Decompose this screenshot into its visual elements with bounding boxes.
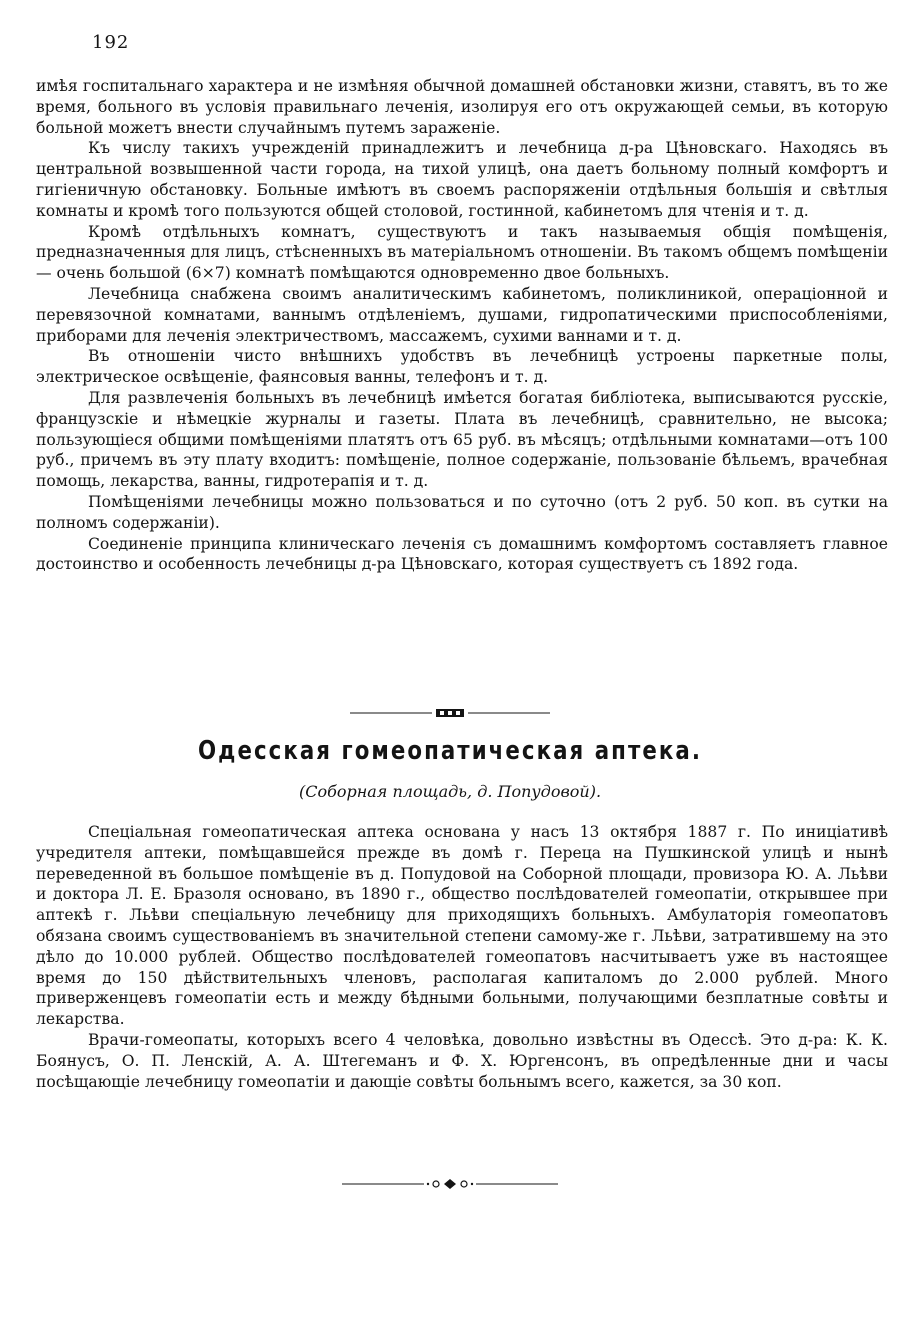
page-number: 192	[92, 32, 130, 53]
end-divider	[0, 1176, 900, 1195]
paragraph: Помѣщеніями лечебницы можно пользоваться и по суточно (отъ 2 руб. 50 коп. въ сутки на полномъ содержаніи).	[36, 492, 888, 532]
paragraph: Въ отношеніи чисто внѣшнихъ удобствъ въ лечебницѣ устроены паркетные полы, электрическое освѣщеніе, фаянсовыя ванны, телефонъ и т. д.	[36, 347, 888, 387]
section-subtitle: (Соборная площадь, д. Попудовой).	[298, 782, 602, 801]
ornament-rule-icon	[340, 707, 560, 719]
section-divider	[0, 704, 900, 723]
paragraph: Лечебница снабжена своимъ аналитическимъ кабинетомъ, поликлиникой, операціонной и перевязочной комнатами, ваннымъ отдѣленіемъ, душами, гидропатическими приспособленіями, приборами для леченія электричествомъ, массажемъ, сухими ваннами и т. д.	[36, 284, 888, 345]
section-title: Одесская гомеопатическая аптека.	[198, 736, 702, 766]
paragraph: Кромѣ отдѣльныхъ комнатъ, существуютъ и такъ называемыя общія помѣщенія, предназначенныя для лицъ, стѣсненныхъ въ матеріальномъ отношеніи. Въ такомъ общемъ помѣщеніи — очень большой (6×7) комнатѣ помѣщаются одновременно двое больныхъ.	[36, 222, 888, 283]
paragraph: Врачи-гомеопаты, которыхъ всего 4 человѣка, довольно извѣстны въ Одессѣ. Это д-ра: К. К. Боянусъ, О. П. Ленскій, А. А. Штегеманъ и Ф. Х. Юргенсонъ, въ опредѣленные дни и часы посѣщающіе лечебницу гомеопатіи и дающіе совѣты больнымъ всего, кажется, за 30 коп.	[36, 1030, 888, 1091]
paragraph: Къ числу такихъ учрежденій принадлежитъ и лечебница д-ра Цѣновскаго. Находясь въ центральной возвышенной части города, на тихой улицѣ, она даетъ больному полный комфортъ и гигіеничную обстановку. Больные имѣютъ въ своемъ распоряженіи отдѣльныя большія и свѣтлыя комнаты и кромѣ того пользуются общей столовой, гостинной, кабинетомъ для чтенія и т. д.	[36, 139, 888, 220]
paragraph: Спеціальная гомеопатическая аптека основана у насъ 13 октября 1887 г. По иниціативѣ учредителя аптеки, помѣщавшейся прежде въ домѣ г. Переца на Пушкинской улицѣ и нынѣ переведенной въ большое помѣщеніе въ д. Попудовой на Соборной площади, провизора Ю. А. Льѣви и доктора Л. Е. Бразоля основано, въ 1890 г., общество послѣдователей гомеопатіи, открывшее при аптекѣ г. Льѣви спеціальную лечебницу для приходящихъ больныхъ. Амбулаторія гомеопатовъ обязана своимъ существованіемъ въ значительной степени самому-же г. Льѣви, затратившему на это дѣло до 10.000 рублей. Общество послѣдователей гомеопатовъ насчитываетъ уже въ настоящее время до 150 дѣйствительныхъ членовъ, располагая капиталомъ до 2.000 рублей. Много приверженцевъ гомеопатіи есть и между бѣдными больными, получающими безплатные совѣты и лекарства.	[36, 823, 888, 1029]
paragraph: Соединеніе принципа клиническаго леченія съ домашнимъ комфортомъ составляетъ главное достоинство и особенность лечебницы д-ра Цѣновскаго, которая существуетъ съ 1892 года.	[36, 534, 888, 574]
article-apteka-body	[36, 822, 888, 1092]
paragraph: имѣя госпитальнаго характера и не измѣняя обычной домашней обстановки жизни, ставятъ, въ то же время, больного въ условія правильнаго леченія, изолируя его отъ окружающей семьи, въ которую больной можетъ внести случайнымъ путемъ зараженіе.	[36, 77, 888, 137]
ornament-end-icon	[340, 1177, 560, 1191]
article-lechebnitsa-body	[36, 76, 888, 575]
paragraph: Для развлеченія больныхъ въ лечебницѣ имѣется богатая библіотека, выписываются русскіе, французскіе и нѣмецкіе журналы и газеты. Плата въ лечебницѣ, сравнительно, не высока; пользующіеся общими помѣщеніями платятъ отъ 65 руб. въ мѣсяцъ; отдѣльными комнатами—отъ 100 руб., причемъ въ эту плату входитъ: помѣщеніе, полное содержаніе, пользованіе бѣльемъ, врачебная помощь, лекарства, ванны, гидротерапія и т. д.	[36, 388, 888, 491]
